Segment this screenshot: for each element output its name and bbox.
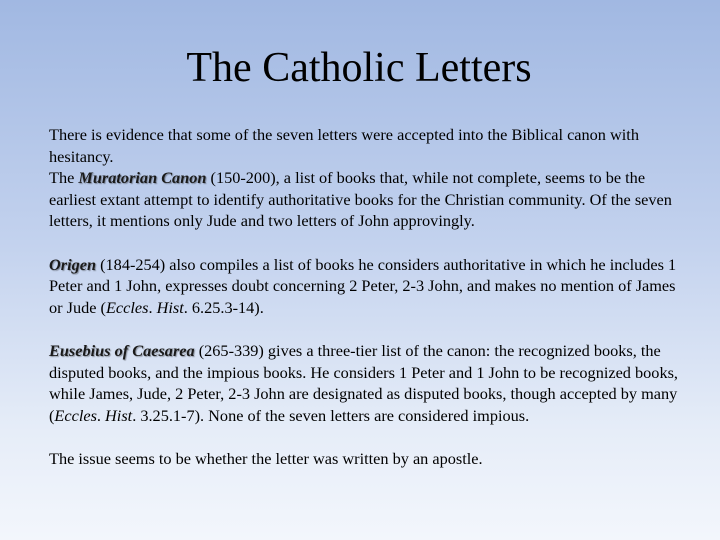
eusebius-ref-work: Eccles — [54, 405, 97, 425]
eusebius-ref-location: . 3.25.1-7). None of the seven letters are considered impious. — [132, 405, 530, 425]
eusebius-name: Eusebius of Caesarea — [49, 340, 195, 360]
slide-body — [49, 124, 679, 470]
paragraph-origen-text: (184-254) also compiles a list of books he considers authoritative in which he includes 1 Peter and 1 John, expresses doubt concerning 2 Peter, 2-3 John, and makes no mention of James or Jude ( — [49, 254, 677, 317]
paragraph-intro: There is evidence that some of the seven letters were accepted into the Biblical canon with hesitancy. — [49, 125, 639, 166]
paragraph-conclusion: The issue seems to be whether the letter was written by an apostle. — [49, 448, 483, 468]
eusebius-ref-hist: Hist — [105, 405, 133, 425]
origen-ref-hist: Hist — [156, 297, 184, 317]
origen-ref-sep: . — [148, 297, 157, 317]
paragraph-muratorian-text: (150-200), a list of books that, while not complete, seems to be the earliest extant attempt to identify authoritative books for the Christian community. Of the seven letters, it mentions only Jude and two letters of John approvingly. — [49, 168, 672, 231]
paragraph-eusebius — [49, 340, 679, 426]
paragraph-spacer — [49, 318, 679, 340]
muratorian-canon-name: Muratorian Canon — [78, 168, 207, 188]
origen-name: Origen — [49, 254, 97, 274]
paragraph-origen — [49, 254, 679, 319]
origen-ref-work: Eccles — [105, 297, 149, 317]
paragraph-eusebius-text: (265-339) gives a three-tier list of the canon: the recognized books, the disputed books, and the impious books. He considers 1 Peter and 1 John to be recognized books, while James, Jude, 2 Peter, 2-3 John are designated as disputed books, though accepted by many ( — [49, 340, 678, 425]
origen-ref-location: . 6.25.3-14). — [183, 297, 264, 317]
paragraph-muratorian-prefix: The — [49, 168, 79, 188]
slide-title: The Catholic Letters — [186, 45, 532, 91]
eusebius-ref-sep: . — [96, 405, 106, 425]
paragraph-spacer — [49, 232, 679, 254]
paragraph-muratorian — [49, 167, 679, 232]
paragraph-spacer — [49, 426, 679, 448]
